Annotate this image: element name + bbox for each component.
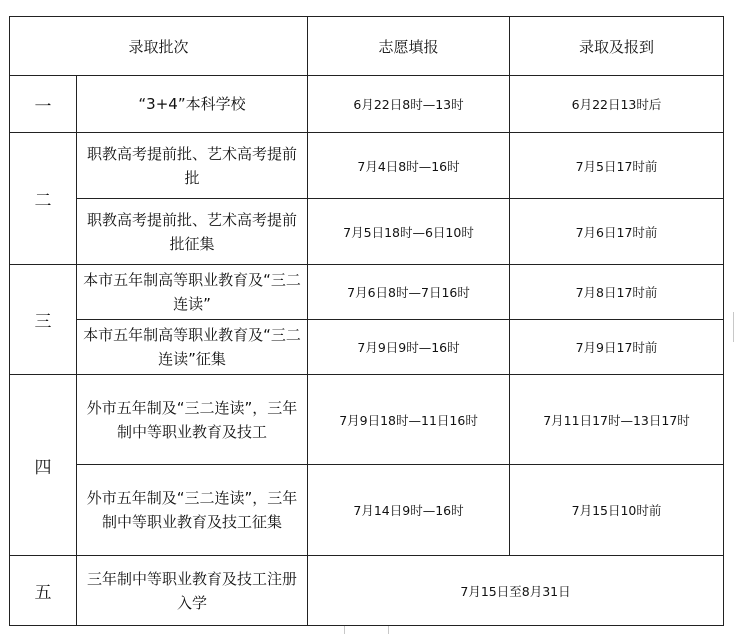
- batch-cell: 五: [10, 556, 77, 626]
- admission-time-cell: 7月5日17时前: [510, 133, 724, 199]
- application-time-cell: 6月22日8时—13时: [308, 76, 510, 133]
- stray-mark: [344, 626, 345, 634]
- application-time-cell: 7月9日9时—16时: [308, 320, 510, 375]
- admission-time-cell: 7月8日17时前: [510, 265, 724, 320]
- school-type-cell: 职教高考提前批、艺术高考提前批: [77, 133, 308, 199]
- enrollment-period-cell: 7月15日至8月31日: [308, 556, 724, 626]
- admission-time-cell: 7月15日10时前: [510, 465, 724, 556]
- header-admission: 录取及报到: [510, 17, 724, 76]
- table-row: [10, 265, 724, 320]
- school-type-cell: 外市五年制及“三二连读”，三年制中等职业教育及技工征集: [77, 465, 308, 556]
- stray-mark: [388, 626, 389, 634]
- admission-time-cell: 7月11日17时—13日17时: [510, 375, 724, 465]
- school-type-cell: “3+4”本科学校: [77, 76, 308, 133]
- table-row: [10, 76, 724, 133]
- admission-time-cell: 7月9日17时前: [510, 320, 724, 375]
- school-type-cell: 本市五年制高等职业教育及“三二连读”征集: [77, 320, 308, 375]
- application-time-cell: 7月4日8时—16时: [308, 133, 510, 199]
- table-row: [10, 199, 724, 265]
- admission-schedule-table: [9, 16, 724, 626]
- batch-cell: 一: [10, 76, 77, 133]
- school-type-cell: 外市五年制及“三二连读”，三年制中等职业教育及技工: [77, 375, 308, 465]
- table-row: [10, 133, 724, 199]
- stray-mark: [733, 312, 734, 342]
- header-row: [10, 17, 724, 76]
- school-type-cell: 职教高考提前批、艺术高考提前批征集: [77, 199, 308, 265]
- application-time-cell: 7月14日9时—16时: [308, 465, 510, 556]
- table-row: [10, 375, 724, 465]
- table-row: [10, 320, 724, 375]
- table-row: [10, 465, 724, 556]
- header-batch: 录取批次: [10, 17, 308, 76]
- application-time-cell: 7月6日8时—7日16时: [308, 265, 510, 320]
- header-application: 志愿填报: [308, 17, 510, 76]
- application-time-cell: 7月5日18时—6日10时: [308, 199, 510, 265]
- batch-cell: 三: [10, 265, 77, 375]
- batch-cell: 四: [10, 375, 77, 556]
- school-type-cell: 本市五年制高等职业教育及“三二连读”: [77, 265, 308, 320]
- batch-cell: 二: [10, 133, 77, 265]
- admission-time-cell: 7月6日17时前: [510, 199, 724, 265]
- table-row: [10, 556, 724, 626]
- application-time-cell: 7月9日18时—11日16时: [308, 375, 510, 465]
- school-type-cell: 三年制中等职业教育及技工注册入学: [77, 556, 308, 626]
- admission-time-cell: 6月22日13时后: [510, 76, 724, 133]
